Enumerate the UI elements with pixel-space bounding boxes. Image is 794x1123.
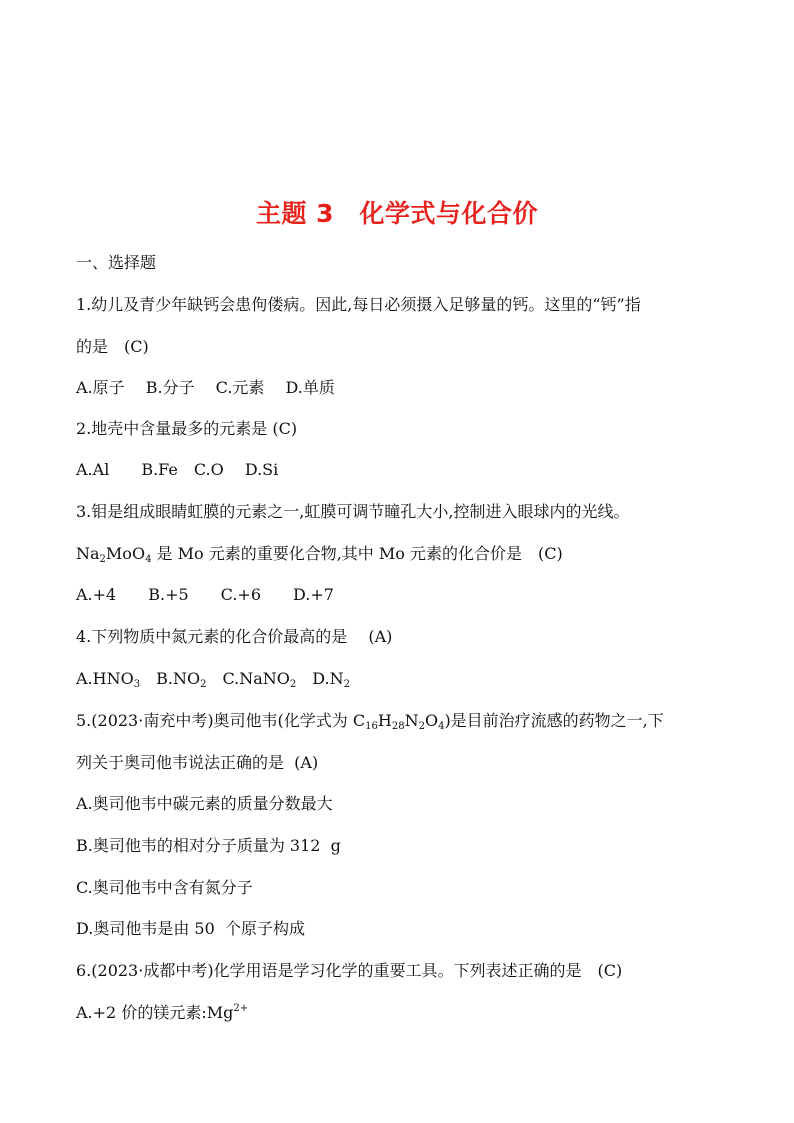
question-5-option-d: D.奥司他韦是由 50 个原子构成: [76, 919, 305, 938]
formula-sub: 2: [418, 721, 425, 732]
question-2-stem: 2.地壳中含量最多的元素是 (C): [76, 419, 298, 438]
question-6-option-a: [76, 1002, 248, 1024]
option-a: A.HNO: [76, 669, 134, 688]
question-2-options: A.Al B.Fe C.O D.Si: [76, 460, 279, 479]
formula-h: H: [377, 711, 392, 730]
question-5-stem-pre: 5.(2023·南充中考)奥司他韦(化学式为 C: [76, 711, 366, 730]
question-4-stem: 4.下列物质中氮元素的化合价最高的是 (A): [76, 627, 393, 646]
formula-sub: 4: [145, 554, 152, 565]
formula-sub: 28: [391, 721, 405, 732]
question-1-stem-cont: 的是 (C): [76, 337, 149, 356]
page-title: 主题 3 化学式与化合价: [255, 199, 539, 228]
charge-superscript: 2+: [233, 1003, 249, 1014]
option-d: D.N: [296, 669, 344, 688]
question-1-stem: 1.幼儿及青少年缺钙会患佝偻病。因此,每日必须摄入足够量的钙。这里的“钙”指: [76, 295, 641, 314]
option-b: B.NO: [140, 669, 201, 688]
question-5-option-a: A.奥司他韦中碳元素的质量分数最大: [76, 794, 333, 813]
question-5-stem-post: )是目前治疗流感的药物之一,下: [444, 711, 664, 730]
question-6-stem: 6.(2023·成都中考)化学用语是学习化学的重要工具。下列表述正确的是 (C): [76, 961, 623, 980]
question-3-stem-cont: [76, 543, 563, 565]
formula-sub: 3: [133, 679, 141, 690]
formula-sub: 4: [438, 721, 445, 732]
formula-sub: 16: [365, 721, 378, 732]
option-a-text: A.+2 价的镁元素:Mg: [76, 1003, 234, 1022]
question-3-options: A.+4 B.+5 C.+6 D.+7: [76, 585, 334, 604]
formula-n: N: [404, 711, 419, 730]
question-4-options: [76, 668, 350, 690]
formula-sub: 2: [200, 679, 207, 690]
formula-sub: 2: [99, 554, 106, 565]
question-5-option-b: B.奥司他韦的相对分子质量为 312 g: [76, 836, 341, 855]
question-5-stem-cont: 列关于奥司他韦说法正确的是 (A): [76, 753, 319, 772]
formula-sub: 2: [343, 679, 350, 690]
question-1-options: A.原子 B.分子 C.元素 D.单质: [76, 378, 335, 397]
formula-sub: 2: [289, 679, 297, 690]
question-3-stem: 3.钼是组成眼睛虹膜的元素之一,虹膜可调节瞳孔大小,控制进入眼球内的光线。: [76, 502, 630, 521]
formula-moo: MoO: [105, 544, 146, 563]
question-5-stem: [76, 710, 664, 732]
question-5-option-c: C.奥司他韦中含有氮分子: [76, 878, 253, 897]
formula-o: O: [424, 711, 439, 730]
section-heading: 一、选择题: [76, 253, 157, 272]
formula-na: Na: [76, 544, 100, 563]
question-3-stem-rest: 是 Mo 元素的重要化合物,其中 Mo 元素的化合价是 (C): [151, 544, 563, 563]
option-c: C.NaNO: [206, 669, 290, 688]
